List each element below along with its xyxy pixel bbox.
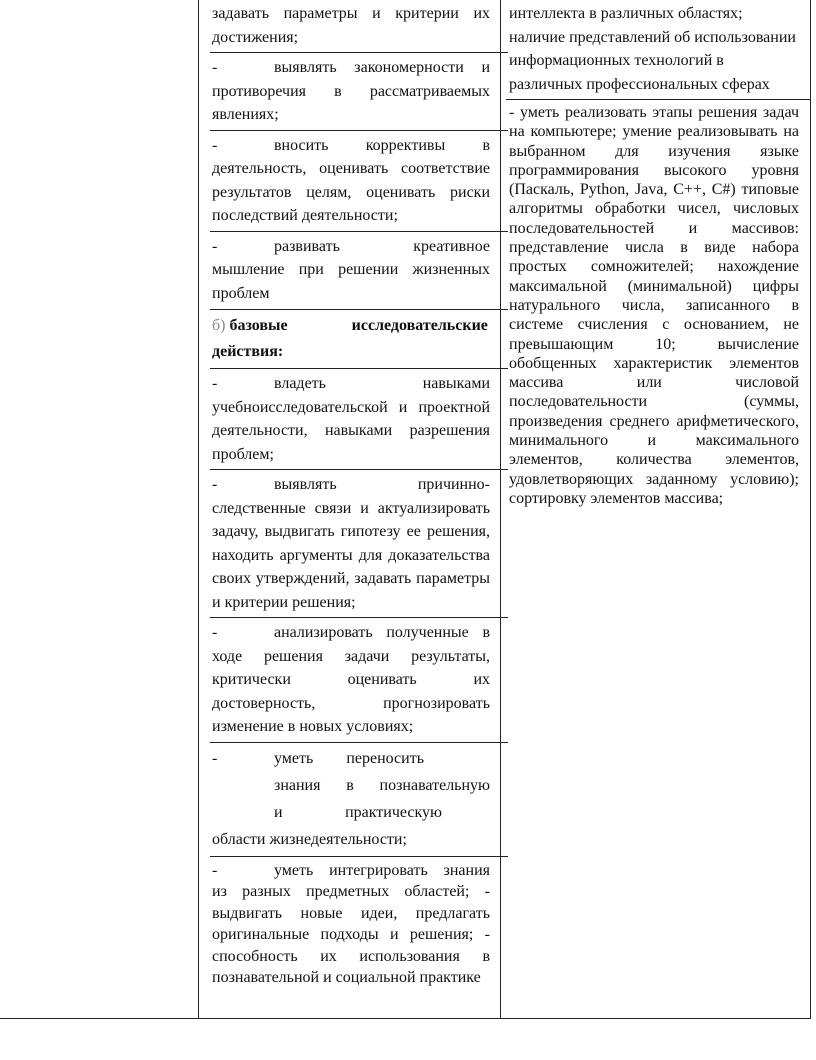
- mid-block-8-line3: и практическую: [274, 803, 442, 821]
- mid-block-3-first: вносить коррективы в: [274, 136, 490, 154]
- section-heading: [212, 313, 490, 365]
- row-separator: [210, 856, 508, 857]
- mid-block-5-rest: учебноисследовательской и проектной деятельности, навыками разрешения проблем;: [212, 398, 490, 463]
- dash: -: [212, 476, 218, 493]
- column-divider-left: [198, 0, 199, 1018]
- mid-block-6: [212, 473, 490, 614]
- mid-block-1: [212, 0, 490, 49]
- row-separator: [210, 742, 508, 743]
- right-block-1: [509, 0, 799, 96]
- row-separator: [210, 309, 508, 310]
- row-separator: [210, 469, 508, 470]
- dash: -: [212, 861, 218, 879]
- dash: -: [212, 624, 218, 641]
- mid-block-5: [212, 372, 490, 466]
- mid-block-9-rest: из разных предметных областей; - выдвигать новые идеи, предлагать оригинальные подходы и решения; - способность их использования в познавательной и социальной практике: [212, 883, 490, 986]
- middle-column: [212, 0, 490, 989]
- mid-block-2-rest: противоречия в рассматриваемых явлениях;: [212, 82, 490, 123]
- dash: -: [212, 59, 218, 76]
- mid-block-2-first: выявлять закономерности и: [274, 59, 490, 76]
- mid-block-7-rest: ходе решения задачи результаты, критически оценивать их достоверность, прогнозировать изменение в новых условиях;: [212, 647, 490, 735]
- dash: -: [212, 237, 218, 255]
- mid-block-1-line1: задавать параметры и критерии их: [212, 5, 490, 22]
- mid-block-4: [212, 235, 490, 307]
- right-column: [509, 0, 799, 508]
- right-block-1-text: интеллекта в различных областях; наличие представлений об использовании информационных технологий в различных профессиональных сферах: [509, 5, 796, 93]
- heading-text: базовые исследовательские действия:: [212, 317, 488, 360]
- row-separator: [210, 617, 508, 618]
- right-block-2: [509, 103, 799, 508]
- mid-block-1-line2: достижения;: [212, 28, 299, 46]
- row-separator: [210, 368, 508, 369]
- mid-block-2: [212, 56, 490, 127]
- mid-block-5-first: владеть навыками: [274, 375, 490, 392]
- mid-block-4-rest: мышление при решении жизненных проблем: [212, 261, 490, 302]
- mid-block-7: [212, 621, 490, 739]
- row-separator: [210, 130, 508, 131]
- dash: -: [212, 749, 218, 767]
- heading-marker: б): [212, 317, 226, 334]
- mid-block-8-line4: области жизнедеятельности;: [212, 830, 407, 848]
- mid-block-3-rest: деятельность, оценивать соответствие результатов целям, оценивать риски последствий деятельности;: [212, 160, 490, 224]
- mid-block-8-line2: знания в познавательную: [274, 776, 490, 794]
- mid-block-3: [212, 134, 490, 228]
- mid-block-6-rest: следственные связи и актуализировать задачу, выдвигать гипотезу ее решения, находить аргументы для доказательства своих утверждений, задавать параметры и критерии решения;: [212, 499, 490, 611]
- column-divider-right: [500, 0, 501, 1018]
- mid-block-4-first: развивать креативное: [274, 237, 490, 255]
- row-separator: [506, 99, 811, 100]
- mid-block-9: [212, 860, 490, 989]
- right-block-2-text: - уметь реализовать этапы решения задач на компьютере; умение реализовывать на выбранном для изучения языке программирования высокого уровня (Паскаль, Python, Java, C++, C#) типовые алгоритмы обработки чисел, числовых последовательностей и массивов: представление числа в виде набора простых сомножителей; нахождение максимальной (минимальной) цифры натурального числа, записанного в системе счисления с основанием, не превышающим 10; вычисление обобщенных характеристик элементов массива или числовой последовательности (суммы, произведения среднего арифметического, минимального и максимального элементов, количества элементов, удовлетворяющих заданному условию); сортировку элементов массива;: [509, 104, 799, 507]
- dash: -: [212, 136, 218, 154]
- mid-block-9-first: уметь интегрировать знания: [274, 861, 490, 879]
- mid-block-8: [212, 746, 490, 853]
- mid-block-8-first: уметь переносить: [274, 749, 424, 767]
- row-separator: [210, 231, 508, 232]
- mid-block-7-first: анализировать полученные в: [274, 624, 490, 641]
- row-separator: [210, 52, 508, 53]
- mid-block-6-first: выявлять причинно-: [274, 476, 490, 493]
- dash: -: [212, 375, 218, 392]
